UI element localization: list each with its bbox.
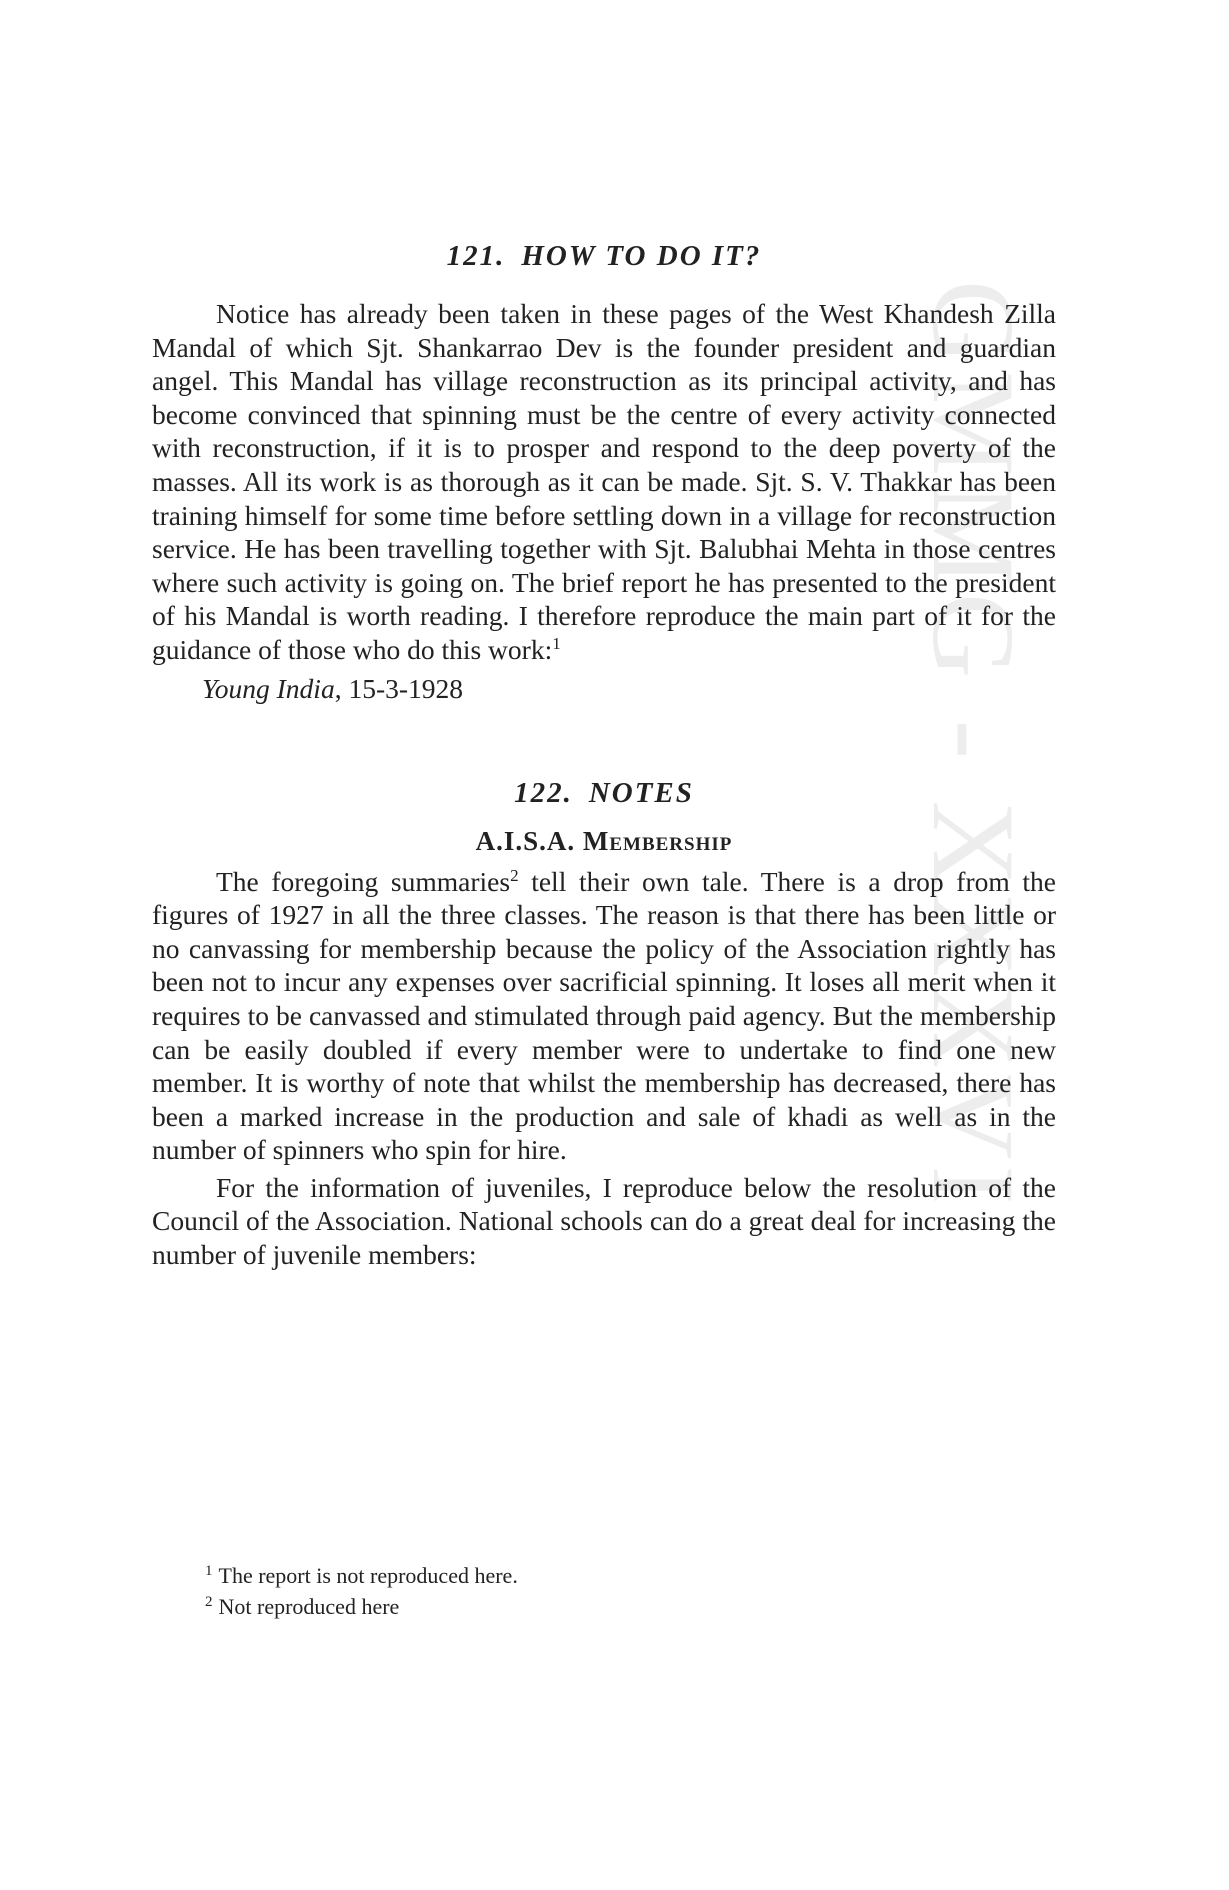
section-122-paragraph-2: For the information of juveniles, I reproduce below the resolution of the Council of the Association. National schools can do a great deal for increasing the number of juvenile members: xyxy=(152,1171,1056,1271)
subheading-prefix: A.I.S.A. xyxy=(475,825,583,856)
footnotes xyxy=(205,1560,518,1622)
footnote-2-text: Not reproduced here xyxy=(218,1594,400,1619)
footnote-1-text: The report is not reproduced here. xyxy=(218,1563,518,1588)
section-121-text: Notice has already been taken in these pages of the West Khandesh Zilla Mandal of which Sjt. Shankarrao Dev is the founder president and guardian angel. This Mandal has village reconstruction as its principal activity, and has become convinced that spinning must be the centre of every activity connected with reconstruction, if it is to prosper and respond to the deep poverty of the masses. All its work is as thorough as it can be made. Sjt. S. V. Thakkar has been training himself for some time before settling down in a village for reconstruction service. He has been travelling together with Sjt. Balubhai Mehta in those centres where such activity is going on. The brief report he has presented to the president of his Mandal is worth reading. I therefore reproduce the main part of it for the guidance of those who do this work: xyxy=(152,298,1056,665)
section-122-paragraph-1 xyxy=(152,865,1056,1167)
footnote-1-marker: 1 xyxy=(205,1562,213,1579)
paragraph-1-after: tell their own tale. There is a drop from the figures of 1927 in all the three classes. The reason is that there has been little or no canvassing for membership because the policy of the Association rightly has been not to incur any expenses over sacrificial spinning. It loses all merit when it requires to be canvassed and stimulated through paid agency. But the membership can be easily doubled if every member were to undertake to find one new member. It is worthy of note that whilst the membership has decreased, there has been a marked increase in the production and sale of khadi as well as in the number of spinners who spin for hire. xyxy=(152,865,1056,1166)
footnote-ref-2: 2 xyxy=(510,865,519,885)
section-121-title: HOW TO DO IT? xyxy=(521,240,762,272)
source-citation xyxy=(152,673,1056,705)
subheading-word: Membership xyxy=(582,825,733,856)
section-121-heading xyxy=(152,240,1056,273)
source-date: , 15-3-1928 xyxy=(334,672,464,704)
main-content xyxy=(152,240,1056,1272)
footnote-2 xyxy=(205,1591,518,1622)
section-121-paragraph xyxy=(152,297,1056,667)
source-publication: Young India xyxy=(202,672,335,704)
watermark: GMMG - XXXVI xyxy=(908,280,1039,1211)
paragraph-1-before: The foregoing summaries xyxy=(216,865,511,897)
section-121-number: 121. xyxy=(446,240,506,272)
section-122-number: 122. xyxy=(514,776,573,809)
footnote-1 xyxy=(205,1560,518,1591)
subheading-aisa-membership xyxy=(152,826,1056,857)
section-122-heading xyxy=(152,777,1056,810)
footnote-ref-1: 1 xyxy=(552,633,561,653)
section-122-title: NOTES xyxy=(588,776,694,809)
footnote-2-marker: 2 xyxy=(205,1593,213,1610)
